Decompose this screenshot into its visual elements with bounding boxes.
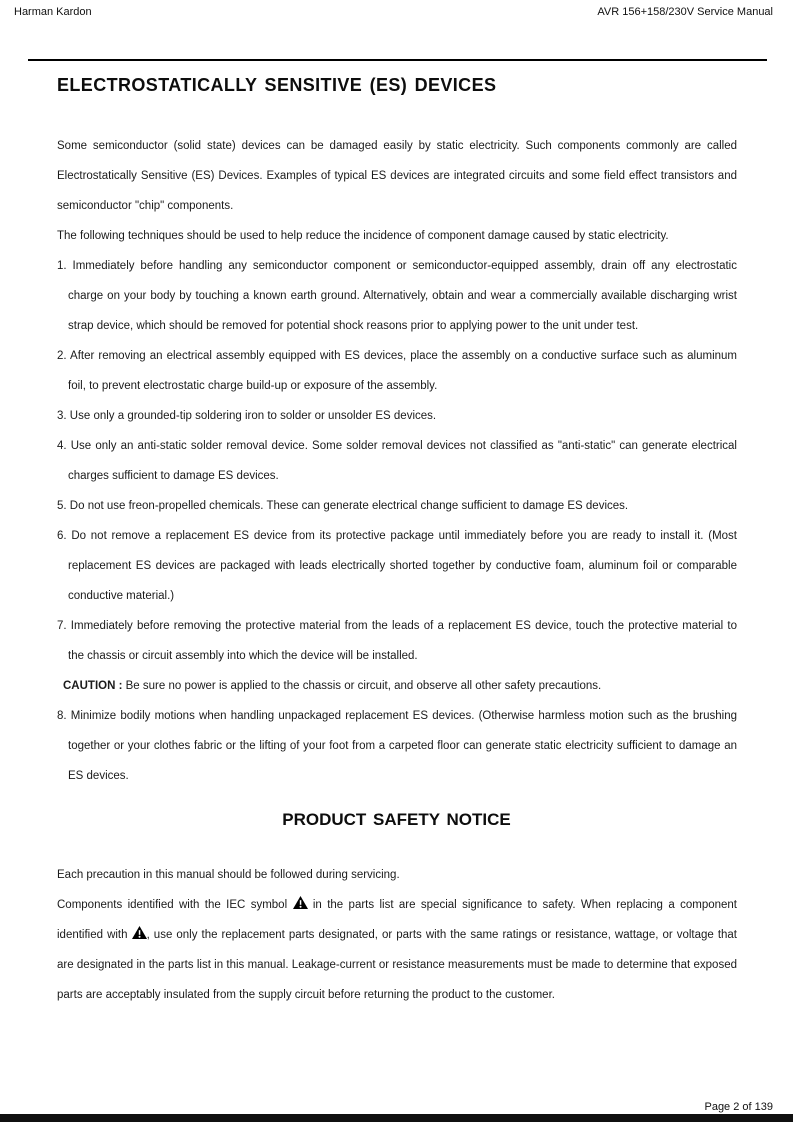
list-item-text: Use only an anti-static solder removal device. Some solder removal devices not classified as "anti-static" can generate electrical charges sufficient to damage ES devices. xyxy=(68,440,737,482)
list-item xyxy=(57,341,737,401)
caution-label: CAUTION : xyxy=(63,680,123,692)
list-item-text: Do not use freon-propelled chemicals. These can generate electrical change sufficient to damage ES devices. xyxy=(69,500,629,512)
section-title-product-safety: PRODUCT SAFETY NOTICE xyxy=(282,810,511,829)
list-item xyxy=(57,401,737,431)
safety-paragraph-precaution: Each precaution in this manual should be followed during servicing. xyxy=(57,869,400,881)
safety-text-segment: , use only the replacement parts designated, or parts with the same ratings or resistance, wattage, or voltage that are designated in the parts list in this manual. Leakage-current or resistance measurements must be made to determine that exposed parts are acceptably insulated from the supply circuit before returning the product to the customer. xyxy=(57,929,738,1001)
list-item-number: 5. xyxy=(57,500,67,512)
safety-text-segment: Components identified with the IEC symbol xyxy=(57,899,288,911)
paragraph-techniques: The following techniques should be used to help reduce the incidence of component damage caused by static electricity. xyxy=(57,230,669,242)
section-title-es-devices: ELECTROSTATICALLY SENSITIVE (ES) DEVICES xyxy=(57,75,497,95)
list-item xyxy=(57,611,737,671)
safety-text-segment: in the parts list are special significance to safety. When replacing a component identified with xyxy=(57,899,737,941)
caution-note xyxy=(63,671,737,701)
iec-warning-icon xyxy=(293,896,308,909)
list-item-number: 4. xyxy=(57,440,67,452)
es-section-body xyxy=(57,131,737,791)
list-item-text: Use only a grounded-tip soldering iron to solder or unsolder ES devices. xyxy=(69,410,437,422)
list-item-text: Do not remove a replacement ES device from its protective package until immediately before you are ready to install it. (Most replacement ES devices are packaged with leads electrically shorted together by conductive foam, aluminum foil or comparable conductive material.) xyxy=(68,530,737,602)
list-item-number: 2. xyxy=(57,350,67,362)
list-item-number: 8. xyxy=(57,710,67,722)
list-item xyxy=(57,701,737,791)
list-item-number: 3. xyxy=(57,410,67,422)
footer-page-number: Page 2 of 139 xyxy=(704,1101,773,1113)
paragraph-intro: Some semiconductor (solid state) devices can be damaged easily by static electricity. Such components commonly are called Electrostatically Sensitive (ES) Devices. Examples of typical ES devices are integrated circuits and some field effect transistors and semiconductor "chip" components. xyxy=(57,140,737,212)
list-item-text: After removing an electrical assembly equipped with ES devices, place the assembly on a conductive surface such as aluminum foil, to prevent electrostatic charge build-up or exposure of the assembly. xyxy=(68,350,738,392)
caution-text: Be sure no power is applied to the chassis or circuit, and observe all other safety precautions. xyxy=(125,680,602,692)
list-item-number: 1. xyxy=(57,260,67,272)
list-item xyxy=(57,251,737,341)
list-item-text: Minimize bodily motions when handling unpackaged replacement ES devices. (Otherwise harmless motion such as the brushing together or your clothes fabric or the lifting of your foot from a carpeted floor can generate static electricity sufficient to damage an ES devices. xyxy=(68,710,737,782)
list-item xyxy=(57,521,737,611)
safety-paragraph-components xyxy=(57,890,737,1010)
header-brand: Harman Kardon xyxy=(14,6,92,18)
iec-warning-icon xyxy=(132,926,147,939)
list-item xyxy=(57,431,737,491)
list-item-number: 7. xyxy=(57,620,67,632)
list-item xyxy=(57,491,737,521)
header-manual-title: AVR 156+158/230V Service Manual xyxy=(597,6,773,18)
list-item-text: Immediately before handling any semiconductor component or semiconductor-equipped assembly, drain off any electrostatic charge on your body by touching a known earth ground. Alternatively, obtain and wear a commercially available discharging wrist strap device, which should be removed for potential shock reasons prior to applying power to the unit under test. xyxy=(68,260,737,332)
page-header xyxy=(14,6,773,18)
safety-section-body xyxy=(57,860,737,1010)
list-item-text: Immediately before removing the protective material from the leads of a replacement ES device, touch the protective material to the chassis or circuit assembly into which the device will be installed. xyxy=(68,620,737,662)
header-divider xyxy=(28,59,767,61)
page-bottom-bar xyxy=(0,1114,793,1122)
list-item-number: 6. xyxy=(57,530,67,542)
